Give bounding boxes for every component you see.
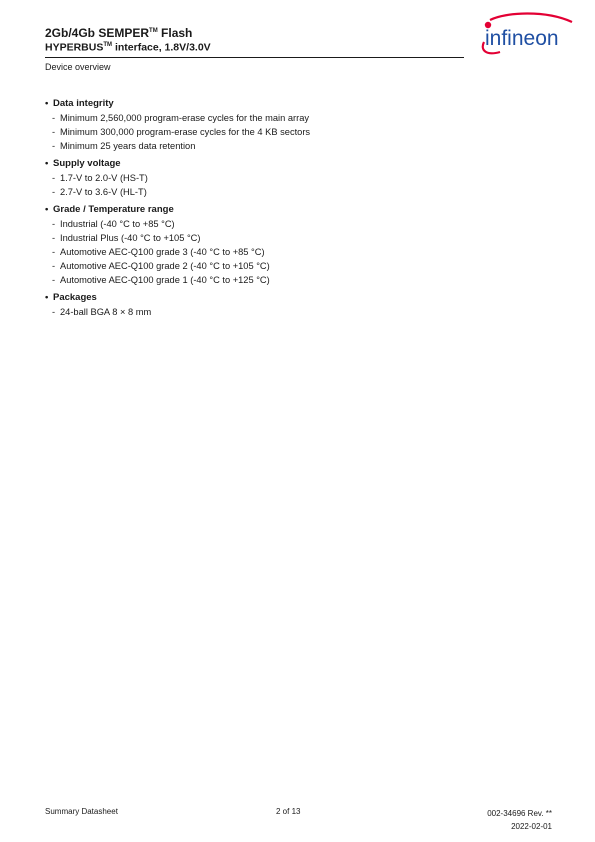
- group-heading: [45, 203, 505, 217]
- group-heading-label: Packages: [53, 292, 97, 303]
- list-item: [45, 125, 505, 139]
- bullet-icon: •: [45, 158, 49, 169]
- title-text: 2Gb/4Gb SEMPER: [45, 26, 150, 40]
- list-item: [45, 217, 505, 231]
- logo-swoosh-icon: [490, 14, 572, 23]
- bullet-icon: •: [45, 98, 49, 109]
- group-heading-label: Grade / Temperature range: [53, 204, 174, 215]
- dash-icon: -: [52, 173, 56, 183]
- title-trademark: TM: [149, 28, 158, 34]
- footer-page-number: 2 of 13: [276, 807, 301, 816]
- list-item: [45, 305, 505, 319]
- dash-icon: -: [52, 261, 56, 271]
- document-title: [45, 24, 192, 40]
- group-heading: [45, 157, 505, 171]
- bullet-icon: •: [45, 292, 49, 303]
- list-item: [45, 171, 505, 185]
- dash-icon: -: [52, 233, 56, 243]
- group-temperature-range: [45, 203, 505, 287]
- header-divider: [45, 57, 464, 58]
- group-supply-voltage: [45, 157, 505, 199]
- group-heading: [45, 97, 505, 111]
- list-item-text: 2.7-V to 3.6-V (HL-T): [60, 187, 147, 197]
- overview-list: [45, 97, 505, 323]
- document-subtitle: [45, 39, 211, 55]
- subtitle-text: HYPERBUS: [45, 41, 104, 54]
- dash-icon: -: [52, 275, 56, 285]
- list-item: [45, 273, 505, 287]
- footer-revision: [487, 807, 552, 833]
- logo-wordmark: infineon: [485, 27, 559, 50]
- group-heading: [45, 291, 505, 305]
- list-item: [45, 245, 505, 259]
- footer-doc-type: Summary Datasheet: [45, 807, 118, 816]
- dash-icon: -: [52, 187, 56, 197]
- list-item-text: 1.7-V to 2.0-V (HS-T): [60, 173, 148, 183]
- list-item-text: 24-ball BGA 8 × 8 mm: [60, 307, 152, 317]
- dash-icon: -: [52, 307, 56, 317]
- list-item-text: Automotive AEC-Q100 grade 1 (-40 °C to +125 °C): [60, 275, 270, 285]
- subtitle-trademark: TM: [103, 42, 113, 48]
- group-packages: [45, 291, 505, 319]
- list-item-text: Minimum 2,560,000 program-erase cycles for the main array: [60, 113, 310, 123]
- footer-doc-number: 002-34696 Rev. **: [487, 809, 552, 818]
- dash-icon: -: [52, 219, 56, 229]
- list-item-text: Minimum 25 years data retention: [60, 141, 196, 151]
- section-name: Device overview: [45, 62, 111, 72]
- dash-icon: -: [52, 141, 56, 151]
- dash-icon: -: [52, 113, 56, 123]
- title-suffix: Flash: [157, 26, 193, 40]
- list-item: [45, 139, 505, 153]
- dash-icon: -: [52, 127, 56, 137]
- list-item: [45, 111, 505, 125]
- subtitle-suffix: interface, 1.8V/3.0V: [112, 41, 211, 54]
- group-heading-label: Supply voltage: [53, 158, 121, 169]
- group-data-integrity: [45, 97, 505, 153]
- list-item-text: Industrial Plus (-40 °C to +105 °C): [60, 233, 201, 243]
- infineon-logo: [476, 12, 580, 56]
- dash-icon: -: [52, 247, 56, 257]
- list-item: [45, 185, 505, 199]
- bullet-icon: •: [45, 204, 49, 215]
- group-heading-label: Data integrity: [53, 98, 114, 109]
- footer-date: 2022-02-01: [511, 822, 552, 831]
- list-item-text: Minimum 300,000 program-erase cycles for the 4 KB sectors: [60, 127, 311, 137]
- list-item-text: Automotive AEC-Q100 grade 2 (-40 °C to +105 °C): [60, 261, 270, 271]
- list-item-text: Automotive AEC-Q100 grade 3 (-40 °C to +85 °C): [60, 247, 265, 257]
- list-item-text: Industrial (-40 °C to +85 °C): [60, 219, 175, 229]
- list-item: [45, 259, 505, 273]
- list-item: [45, 231, 505, 245]
